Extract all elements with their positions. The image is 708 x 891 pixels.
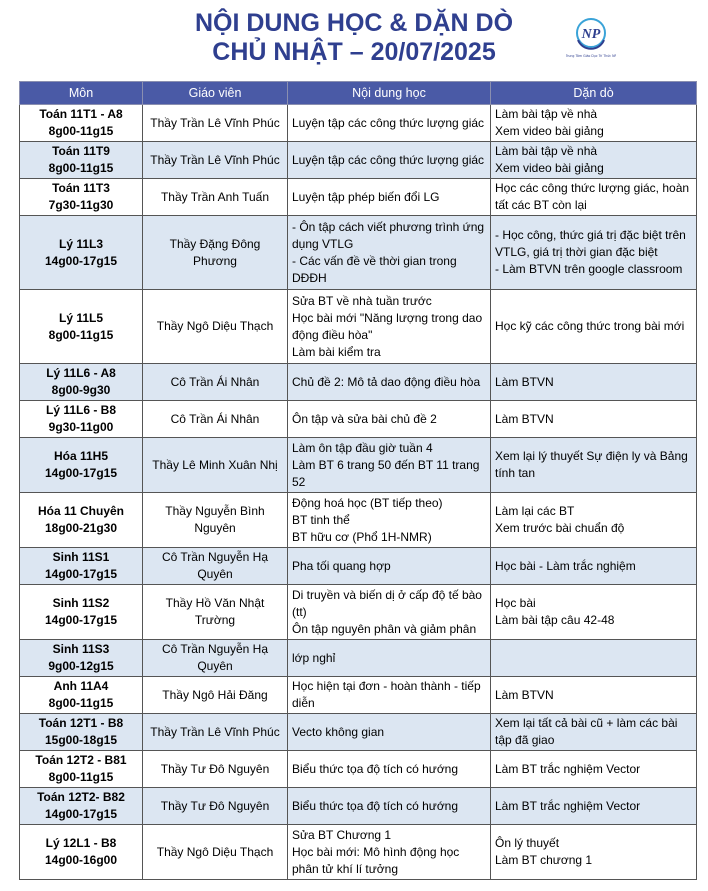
content-cell [288,179,491,216]
content-cell-line: Di truyền và biến dị ở cấp độ tế bào (tt) [292,587,482,619]
notes-cell-line: Xem video bài giảng [495,124,604,138]
notes-cell [491,493,697,548]
subject-cell-line: Lý 11L3 [58,236,104,251]
content-cell-line: - Các vấn đề về thời gian trong DĐĐH [292,253,457,285]
teacher-cell: Cô Trần Ái Nhân [143,401,288,438]
notes-cell [491,364,697,401]
schedule-table [19,81,697,880]
teacher-cell: Thầy Ngô Diệu Thạch [143,290,288,364]
table-row [20,105,697,142]
subject-cell-line: 9g00-12g15 [48,659,114,673]
subject-cell [20,364,143,401]
table-row [20,548,697,585]
subject-cell-line: 14g00-17g15 [44,613,118,627]
content-cell-line: Ôn tập nguyên phân và giảm phân [292,621,477,636]
teacher-cell: Thầy Trần Lê Vĩnh Phúc [143,714,288,751]
content-cell-line: Làm BT 6 trang 50 đến BT 11 trang 52 [292,457,480,489]
subject-cell [20,751,143,788]
subject-cell-line: 8g00-11g15 [48,327,114,342]
subject-cell-line: Anh 11A4 [53,679,109,693]
notes-cell-line: Làm BT trắc nghiệm Vector [495,761,641,776]
teacher-cell: Thầy Tư Đô Nguyên [143,788,288,825]
subject-cell-line: Toán 12T2- B82 [37,790,125,804]
table-row [20,290,697,364]
teacher-cell: Thầy Ngô Hải Đăng [143,677,288,714]
content-cell-line: Luyện tập các công thức lượng giác [292,115,485,130]
content-cell [288,751,491,788]
notes-cell-line: Làm BTVN [495,411,554,426]
table-row [20,677,697,714]
subject-cell-line: Lý 11L6 - A8 [46,366,116,380]
notes-cell-line: Làm bài tập về nhà [495,107,598,121]
logo-text: NP [581,27,601,42]
center-logo [566,16,616,60]
subject-cell-line: 7g30-11g30 [48,198,114,212]
content-cell [288,105,491,142]
notes-cell-line: Làm bài tập câu 42-48 [495,613,615,627]
content-cell-line: Chủ đề 2: Mô tả dao động điều hòa [292,374,481,389]
notes-cell-line: Làm BTVN [495,374,554,389]
subject-cell-line: Toán 11T3 [52,181,110,195]
content-cell [288,677,491,714]
notes-cell-line: Làm BT trắc nghiệm Vector [495,798,641,813]
notes-cell-line: Học bài [495,596,536,610]
content-cell-line: Biểu thức tọa độ tích có hướng [292,761,459,776]
subject-cell [20,142,143,179]
subject-cell-line: 14g00-17g15 [44,466,118,480]
content-cell [288,438,491,493]
notes-cell [491,677,697,714]
content-cell [288,493,491,548]
table-row [20,714,697,751]
table-body [20,105,697,880]
content-cell-line: Làm bài kiểm tra [292,344,381,359]
content-cell-line: Sửa BT về nhà tuần trước [292,293,432,308]
content-cell-line: Luyện tập các công thức lượng giác [292,152,485,167]
content-cell-line: Động hoá học (BT tiếp theo) [292,495,443,510]
content-cell-line: Ôn tập và sửa bài chủ đề 2 [292,411,437,426]
notes-cell [491,751,697,788]
table-row [20,438,697,493]
subject-cell-line: Lý 12L1 - B8 [45,836,117,850]
notes-cell [491,825,697,880]
table-row [20,585,697,640]
table-row [20,401,697,438]
table-row [20,493,697,548]
teacher-cell: Cô Trần Nguyễn Hạ Quyên [143,548,288,585]
subject-cell-line: 15g00-18g15 [44,733,118,747]
column-header-content: Nội dung học [288,82,491,105]
teacher-cell: Thầy Trần Lê Vĩnh Phúc [143,105,288,142]
content-cell-line: Học bài mới: Mô hình động học phân tử khí lí tưởng [292,844,460,876]
teacher-cell: Thầy Tư Đô Nguyên [143,751,288,788]
subject-cell [20,825,143,880]
notes-cell-line: Làm lại các BT [495,504,575,518]
table-row [20,640,697,677]
notes-cell-line: Ôn lý thuyết [495,836,560,850]
subject-cell-line: Toán 11T9 [52,144,110,158]
subject-cell-line: 8g00-11g15 [48,770,114,784]
content-cell-line: Pha tối quang hợp [292,558,391,573]
subject-cell-line: Toán 12T1 - B8 [38,716,124,730]
subject-cell-line: 14g00-16g00 [44,853,118,867]
content-cell-line: Luyện tập phép biến đổi LG [292,189,440,204]
subject-cell-line: Hóa 11H5 [53,449,109,463]
page-title-line1: NỘI DUNG HỌC & DẶN DÒ [194,9,514,37]
teacher-cell: Cô Trần Nguyễn Hạ Quyên [143,640,288,677]
subject-cell-line: 18g00-21g30 [44,521,118,535]
subject-cell-line: Lý 11L6 - B8 [45,403,117,417]
subject-cell [20,493,143,548]
notes-cell [491,179,697,216]
notes-cell-line: Làm bài tập về nhà [495,144,598,158]
teacher-cell: Thầy Trần Anh Tuấn [143,179,288,216]
table-row [20,216,697,290]
subject-cell-line: 14g00-17g15 [44,253,118,268]
subject-cell-line: Lý 11L5 [58,310,104,325]
content-cell [288,290,491,364]
notes-cell [491,788,697,825]
logo-caption: Trung Tâm Giáo Dục Trí Thức NP [566,54,616,58]
content-cell-line: Vecto không gian [292,724,385,739]
column-header-teacher: Giáo viên [143,82,288,105]
teacher-cell: Cô Trần Ái Nhân [143,364,288,401]
notes-cell [491,401,697,438]
content-cell-line: Biểu thức tọa độ tích có hướng [292,798,459,813]
notes-cell [491,714,697,751]
subject-cell [20,640,143,677]
teacher-cell: Thầy Nguyễn Bình Nguyên [143,493,288,548]
content-cell-line: Làm ôn tập đầu giờ tuần 4 [292,440,433,455]
content-cell [288,548,491,585]
content-cell-line: - Ôn tập cách viết phương trình ứng dụng VTLG [292,219,485,251]
subject-cell-line: Sinh 11S3 [52,642,110,656]
notes-cell-line: Học kỹ các công thức trong bài mới [495,319,685,333]
table-row [20,142,697,179]
notes-cell [491,640,697,677]
subject-cell-line: 8g00-11g15 [48,124,114,138]
content-cell-line: BT hữu cơ (Phổ 1H-NMR) [292,529,432,544]
notes-cell [491,548,697,585]
notes-cell-line: Học các công thức lượng giác, hoàn tất các BT còn lại [495,181,690,212]
content-cell-line: Học hiện tại đơn - hoàn thành - tiếp diễn [292,679,481,710]
table-row [20,788,697,825]
content-cell [288,216,491,290]
subject-cell-line: Hóa 11 Chuyên [37,504,125,518]
notes-cell [491,290,697,364]
teacher-cell: Thầy Trần Lê Vĩnh Phúc [143,142,288,179]
subject-cell [20,677,143,714]
subject-cell-line: 14g00-17g15 [44,807,118,821]
page-title-line2: CHỦ NHẬT – 20/07/2025 [212,38,496,66]
subject-cell-line: 8g00-9g30 [51,383,111,397]
subject-cell [20,401,143,438]
table-row [20,825,697,880]
subject-cell-line: 8g00-11g15 [48,161,114,175]
column-header-subject: Môn [20,82,143,105]
notes-cell-line: Học bài - Làm trắc nghiệm [495,558,636,573]
content-cell [288,825,491,880]
content-cell-line: BT tinh thể [292,512,350,527]
subject-cell-line: Toán 12T2 - B81 [35,753,127,767]
subject-cell [20,714,143,751]
notes-cell-line: - Làm BTVN trên google classroom [495,262,683,276]
subject-cell-line: 8g00-11g15 [48,696,114,710]
notes-cell-line: Xem lại lý thuyết Sự điện ly và Bảng tính tan [495,449,688,480]
subject-cell-line: Sinh 11S1 [52,550,110,564]
teacher-cell: Thầy Đặng Đông Phương [143,216,288,290]
subject-cell [20,105,143,142]
subject-cell-line: 14g00-17g15 [44,567,118,581]
subject-cell [20,548,143,585]
subject-cell [20,788,143,825]
subject-cell [20,179,143,216]
notes-cell-line: - Học công, thức giá trị đặc biệt trên VTLG, giá trị thời gian đặc biệt [495,228,686,259]
subject-cell-line: Sinh 11S2 [52,596,110,610]
content-cell [288,142,491,179]
content-cell [288,585,491,640]
notes-cell [491,216,697,290]
content-cell [288,788,491,825]
notes-cell-line: Làm BT chương 1 [495,853,593,867]
content-cell-line: lớp nghỉ [292,650,336,665]
table-row [20,751,697,788]
content-cell [288,401,491,438]
teacher-cell: Thầy Lê Minh Xuân Nhị [143,438,288,493]
notes-cell-line: Xem video bài giảng [495,161,604,175]
notes-cell [491,438,697,493]
column-header-notes: Dặn dò [491,82,697,105]
content-cell [288,364,491,401]
notes-cell [491,585,697,640]
subject-cell [20,585,143,640]
subject-cell-line: 9g30-11g00 [48,420,114,434]
teacher-cell: Thầy Ngô Diệu Thạch [143,825,288,880]
content-cell-line: Học bài mới "Năng lượng trong dao động điều hòa" [292,310,483,342]
notes-cell [491,105,697,142]
subject-cell [20,290,143,364]
notes-cell-line: Làm BTVN [495,687,554,702]
subject-cell-line: Toán 11T1 - A8 [39,107,123,121]
table-row [20,179,697,216]
notes-cell [491,142,697,179]
teacher-cell: Thầy Hồ Văn Nhật Trường [143,585,288,640]
notes-cell-line: Xem lại tất cả bài cũ + làm các bài tập đã giao [495,716,678,747]
table-header-row [20,82,697,105]
content-cell-line: Sửa BT Chương 1 [292,827,392,842]
content-cell [288,714,491,751]
notes-cell-line: Xem trước bài chuẩn độ [495,521,625,535]
table-row [20,364,697,401]
subject-cell [20,438,143,493]
subject-cell [20,216,143,290]
content-cell [288,640,491,677]
